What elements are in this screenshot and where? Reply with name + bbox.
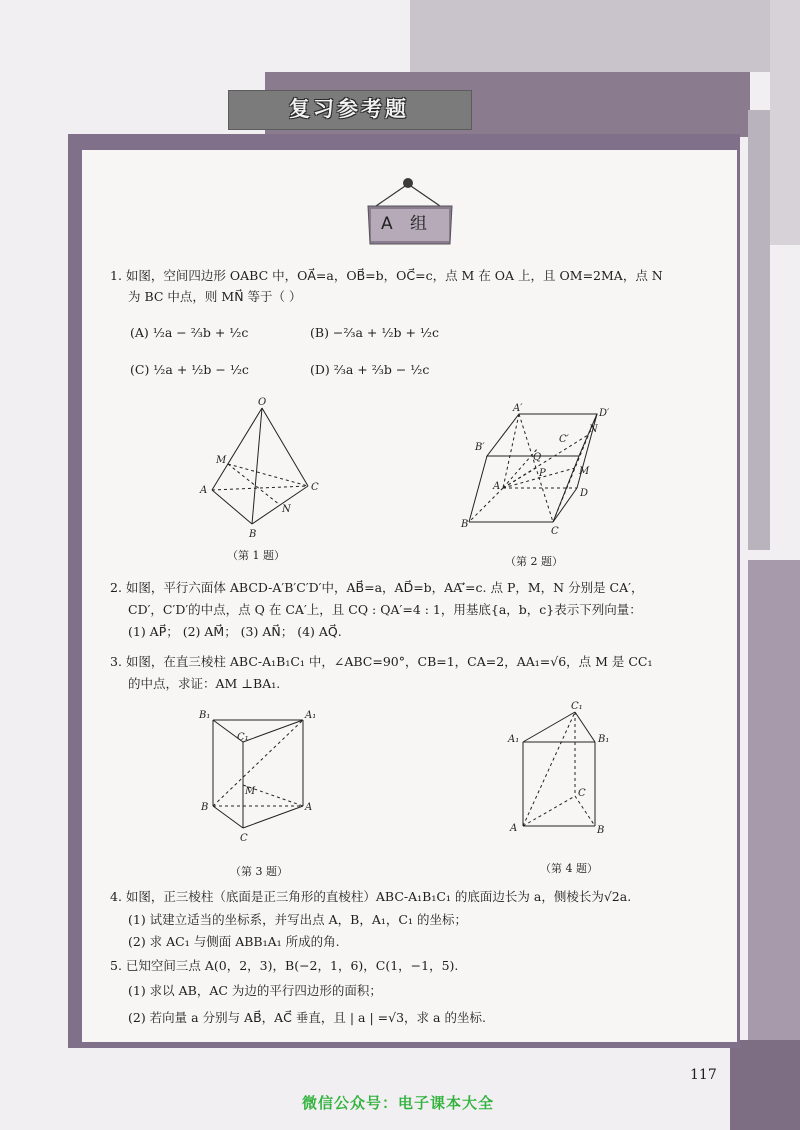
label-a: A bbox=[510, 823, 518, 834]
label-c1: C₁ bbox=[571, 701, 583, 712]
label-c: C bbox=[311, 482, 319, 493]
label-n: N bbox=[589, 424, 598, 435]
label-a1: A₁ bbox=[305, 710, 317, 721]
figure-1-tetrahedron bbox=[190, 392, 340, 542]
label-d: D bbox=[580, 488, 589, 499]
caption-fig-2: （第 2 题） bbox=[505, 555, 563, 568]
bg-block bbox=[730, 1040, 800, 1130]
question-3-line-2: 的中点，求证：AM ⊥BA₁. bbox=[128, 676, 281, 691]
label-c: C bbox=[578, 788, 586, 799]
question-4-line-2: (1) 试建立适当的坐标系，并写出点 A，B，A₁，C₁ 的坐标； bbox=[128, 912, 467, 927]
question-3-line-1: 3. 如图，在直三棱柱 ABC-A₁B₁C₁ 中，∠ABC=90°，CB=1，CA=2，AA₁=√6，点 M 是 CC₁ bbox=[110, 654, 653, 669]
group-label: A 组 bbox=[380, 214, 434, 234]
label-b1: B₁ bbox=[598, 734, 610, 745]
caption-fig-3: （第 3 题） bbox=[230, 865, 288, 878]
page-title: 复习参考题 bbox=[289, 97, 409, 121]
label-o: O bbox=[258, 397, 267, 408]
label-c-prime: C′ bbox=[559, 434, 569, 445]
label-c1: C₁ bbox=[237, 732, 249, 743]
label-a: A bbox=[200, 485, 208, 496]
option-a: (A) ½a − ⅔b + ½c bbox=[130, 325, 249, 340]
label-n: N bbox=[282, 504, 291, 515]
bg-block bbox=[410, 0, 800, 72]
label-a-prime: A′ bbox=[513, 403, 523, 414]
label-b: B bbox=[461, 519, 469, 530]
label-b: B bbox=[201, 802, 209, 813]
label-a1: A₁ bbox=[508, 734, 520, 745]
label-b: B bbox=[249, 529, 257, 540]
caption-fig-4: （第 4 题） bbox=[540, 862, 598, 875]
label-q: Q bbox=[533, 452, 542, 463]
label-m: M bbox=[216, 455, 227, 466]
question-1-line-1: 1. 如图，空间四边形 OABC 中，OA⃗=a，OB⃗=b，OC⃗=c，点 M 在 OA 上，且 OM=2MA，点 N bbox=[110, 268, 663, 283]
label-b: B bbox=[597, 825, 605, 836]
watermark: 微信公众号：电子课本大全 bbox=[302, 1094, 495, 1112]
figure-4-prism bbox=[505, 698, 620, 843]
question-2-line-2: CD′，C′D′的中点，点 Q 在 CA′上，且 CQ : QA′=4 : 1，用基底{a，b，c}表示下列向量： bbox=[128, 602, 642, 617]
option-c: (C) ½a + ½b − ½c bbox=[130, 362, 249, 377]
question-5-line-2: (1) 求以 AB，AC 为边的平行四边形的面积； bbox=[128, 983, 382, 998]
label-c: C bbox=[240, 833, 248, 844]
label-p: P bbox=[539, 468, 546, 479]
option-b: (B) −⅔a + ½b + ½c bbox=[310, 325, 440, 340]
label-a: A bbox=[305, 802, 313, 813]
label-m: M bbox=[245, 786, 256, 797]
label-b-prime: B′ bbox=[475, 442, 485, 453]
question-2-line-1: 2. 如图，平行六面体 ABCD-A′B′C′D′中，AB⃗=a，AD⃗=b，AA′⃗=c. 点 P，M，N 分别是 CA′， bbox=[110, 580, 644, 595]
label-m: M bbox=[579, 466, 590, 477]
bg-block bbox=[748, 110, 770, 550]
label-a: A bbox=[493, 481, 501, 492]
page-number: 117 bbox=[690, 1067, 717, 1083]
bg-block bbox=[770, 0, 800, 245]
option-d: (D) ⅔a + ⅔b − ½c bbox=[310, 362, 430, 377]
label-b1: B₁ bbox=[199, 710, 211, 721]
question-4-line-3: (2) 求 AC₁ 与侧面 ABB₁A₁ 所成的角. bbox=[128, 934, 340, 949]
figure-2-parallelepiped bbox=[455, 400, 630, 540]
caption-fig-1: （第 1 题） bbox=[227, 549, 285, 562]
figure-3-prism bbox=[195, 700, 325, 850]
label-d-prime: D′ bbox=[599, 408, 610, 419]
question-5-line-3: (2) 若向量 a 分别与 AB⃗，AC⃗ 垂直，且 | a | =√3，求 a 的坐标. bbox=[128, 1010, 486, 1025]
question-4-line-1: 4. 如图，正三棱柱（底面是正三角形的直棱柱）ABC-A₁B₁C₁ 的底面边长为 a，侧棱长为√2a. bbox=[110, 889, 632, 904]
label-c: C bbox=[551, 526, 559, 537]
question-5-line-1: 5. 已知空间三点 A(0，2，3)，B(−2，1，6)，C(1，−1，5). bbox=[110, 958, 459, 973]
question-2-line-3: (1) AP⃗； (2) AM⃗； (3) AN⃗； (4) AQ⃗. bbox=[128, 624, 342, 639]
question-1-line-2: 为 BC 中点，则 MN⃗ 等于（ ） bbox=[128, 289, 302, 304]
